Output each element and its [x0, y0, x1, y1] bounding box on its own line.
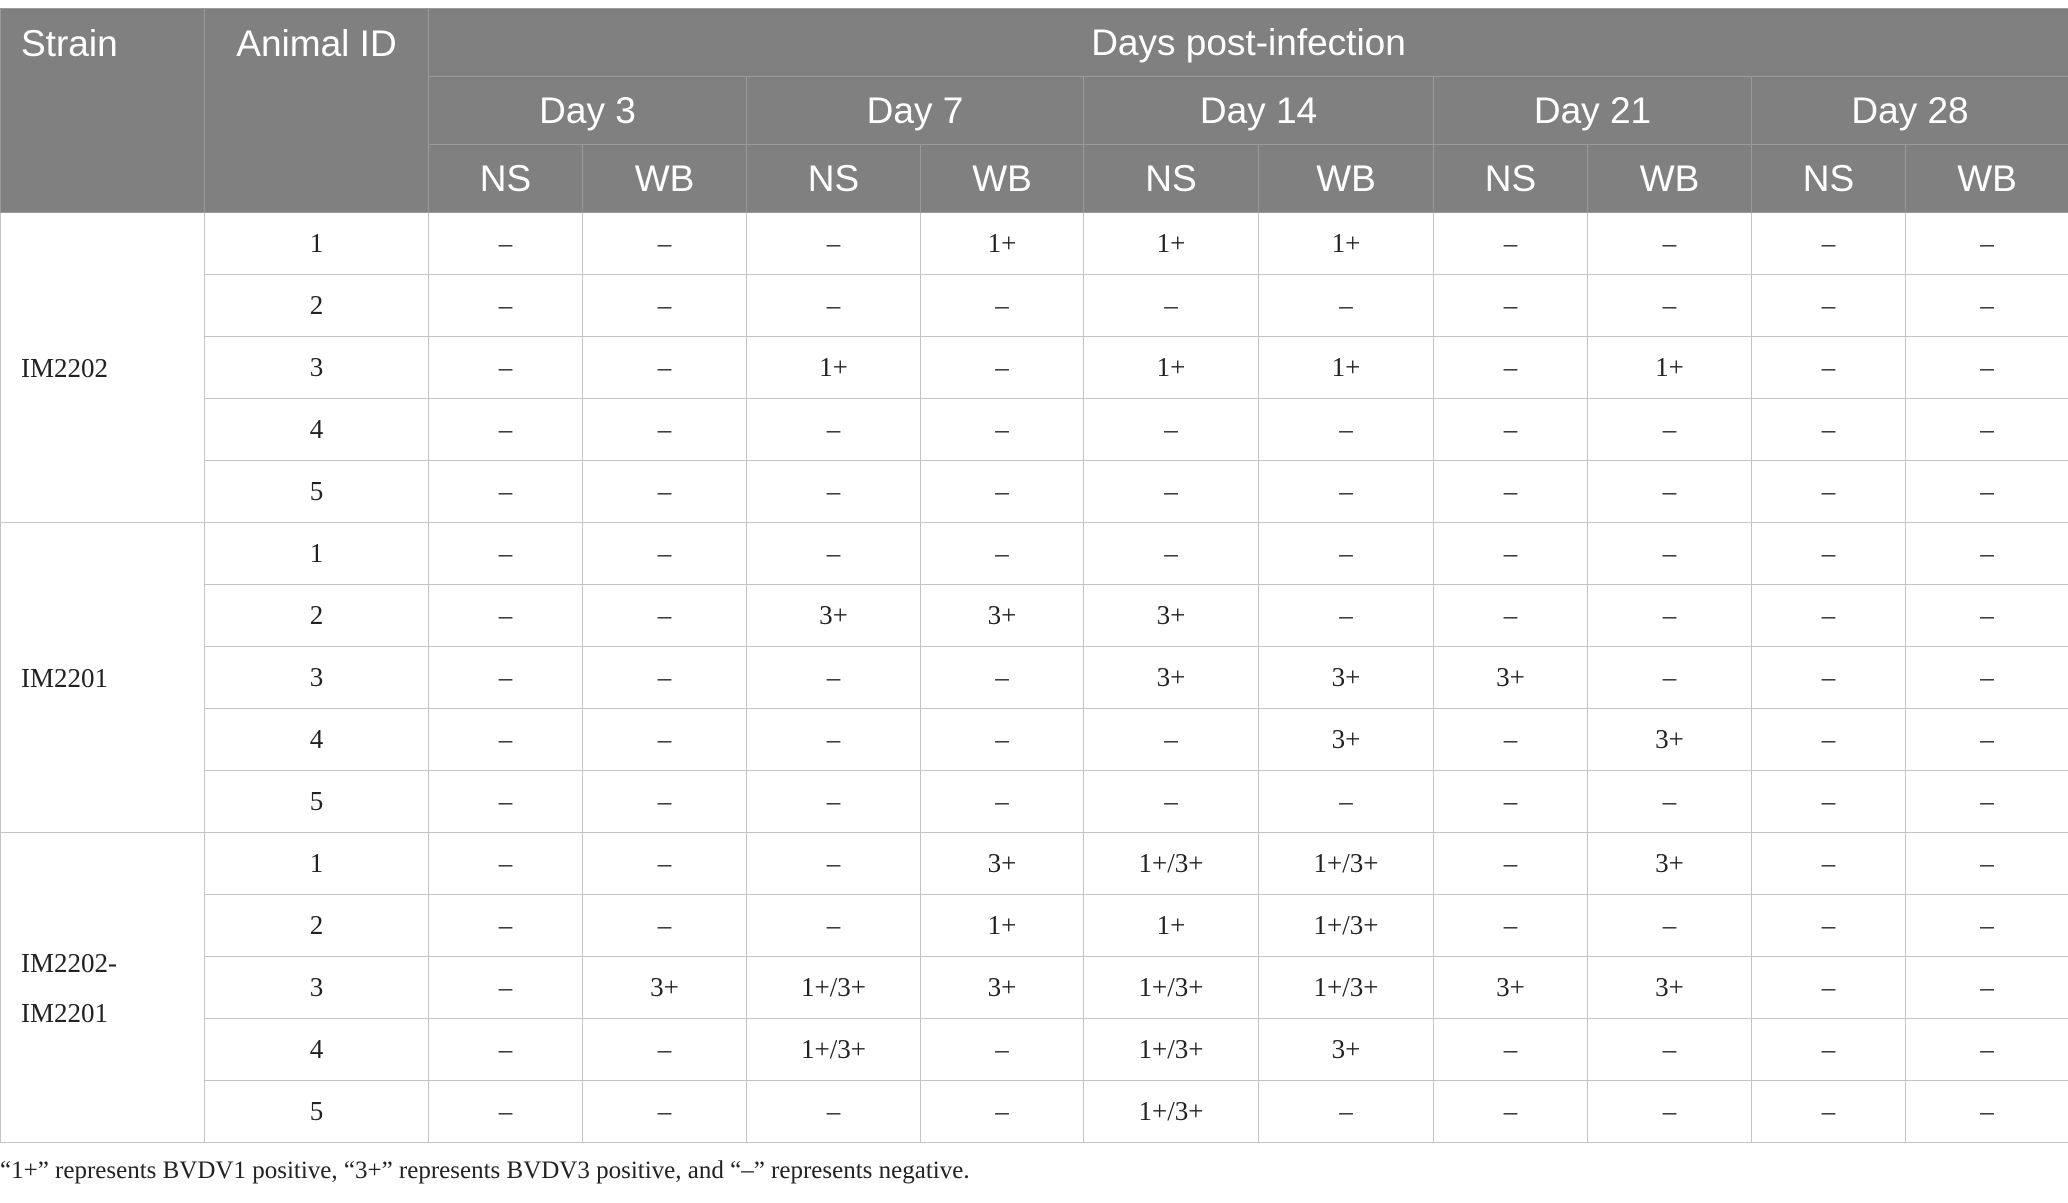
animal-id-cell: 2 — [205, 275, 429, 337]
header-day: Day 7 — [747, 77, 1084, 145]
result-cell: 3+ — [1434, 957, 1588, 1019]
result-cell: 1+ — [1084, 213, 1259, 275]
result-cell: – — [1906, 275, 2068, 337]
result-cell: 1+ — [1084, 895, 1259, 957]
animal-id-cell: 3 — [205, 647, 429, 709]
result-cell: 1+/3+ — [747, 957, 921, 1019]
result-cell: – — [1434, 895, 1588, 957]
result-cell: – — [1588, 895, 1752, 957]
result-cell: 3+ — [583, 957, 747, 1019]
result-cell: 1+ — [1259, 213, 1434, 275]
result-cell: – — [1906, 833, 2068, 895]
result-cell: – — [583, 399, 747, 461]
table-row — [1, 771, 2068, 833]
result-cell: – — [1906, 213, 2068, 275]
result-cell: – — [1752, 1019, 1906, 1081]
result-cell: 1+/3+ — [1259, 895, 1434, 957]
header-subcol-ns: NS — [1752, 145, 1906, 213]
result-cell: – — [1588, 399, 1752, 461]
result-cell: – — [747, 895, 921, 957]
result-cell: – — [1752, 399, 1906, 461]
table-row — [1, 647, 2068, 709]
result-cell: – — [1434, 275, 1588, 337]
result-cell: – — [429, 461, 583, 523]
result-cell: – — [747, 461, 921, 523]
strain-label: IM2201 — [21, 662, 108, 693]
result-cell: – — [583, 709, 747, 771]
result-cell: – — [1434, 523, 1588, 585]
result-cell: – — [1588, 647, 1752, 709]
result-cell: – — [1588, 275, 1752, 337]
result-cell: – — [1906, 647, 2068, 709]
result-cell: – — [1752, 771, 1906, 833]
result-cell: – — [583, 461, 747, 523]
table-row — [1, 337, 2068, 399]
animal-id-cell: 5 — [205, 1081, 429, 1143]
result-cell: – — [1434, 1081, 1588, 1143]
result-cell: – — [747, 709, 921, 771]
result-cell: – — [429, 275, 583, 337]
strain-cell — [1, 213, 205, 523]
table-row — [1, 461, 2068, 523]
header-animal-id: Animal ID — [205, 9, 429, 213]
result-cell: – — [429, 895, 583, 957]
table-row — [1, 213, 2068, 275]
result-cell: 1+/3+ — [1259, 957, 1434, 1019]
result-cell: – — [1084, 461, 1259, 523]
result-cell: – — [1434, 461, 1588, 523]
strain-cell — [1, 833, 205, 1143]
result-cell: – — [1084, 275, 1259, 337]
table-row — [1, 895, 2068, 957]
result-cell: 3+ — [1588, 709, 1752, 771]
result-cell: – — [429, 523, 583, 585]
result-cell: – — [1906, 399, 2068, 461]
result-cell: – — [1588, 585, 1752, 647]
animal-id-cell: 5 — [205, 771, 429, 833]
table-row — [1, 399, 2068, 461]
result-cell: 1+ — [921, 895, 1084, 957]
result-cell: – — [1906, 337, 2068, 399]
result-cell: 1+/3+ — [1084, 1081, 1259, 1143]
result-cell: – — [1588, 523, 1752, 585]
animal-id-cell: 3 — [205, 957, 429, 1019]
result-cell: – — [583, 585, 747, 647]
strain-label: IM2202- IM2201 — [21, 947, 117, 1028]
table-row — [1, 1081, 2068, 1143]
header-subcol-ns: NS — [1084, 145, 1259, 213]
result-cell: 3+ — [1084, 647, 1259, 709]
result-cell: 1+/3+ — [1259, 833, 1434, 895]
header-day: Day 3 — [429, 77, 747, 145]
animal-id-cell: 4 — [205, 399, 429, 461]
result-cell: – — [583, 213, 747, 275]
result-cell: – — [1084, 399, 1259, 461]
table-row — [1, 957, 2068, 1019]
result-cell: – — [1752, 1081, 1906, 1143]
result-cell: 1+ — [747, 337, 921, 399]
table-row — [1, 1019, 2068, 1081]
result-cell: – — [1259, 399, 1434, 461]
result-cell: – — [921, 771, 1084, 833]
result-cell: 3+ — [1259, 647, 1434, 709]
result-cell: – — [1752, 709, 1906, 771]
result-cell: – — [1434, 213, 1588, 275]
result-cell: – — [1259, 275, 1434, 337]
result-cell: – — [429, 833, 583, 895]
result-cell: – — [1084, 771, 1259, 833]
result-cell: – — [1752, 337, 1906, 399]
result-cell: – — [1752, 275, 1906, 337]
result-cell: – — [1259, 771, 1434, 833]
result-cell: 3+ — [1588, 957, 1752, 1019]
result-cell: – — [747, 771, 921, 833]
result-cell: – — [1752, 833, 1906, 895]
result-cell: 3+ — [921, 585, 1084, 647]
table-row — [1, 709, 2068, 771]
result-cell: – — [429, 585, 583, 647]
result-cell: 1+/3+ — [1084, 833, 1259, 895]
result-cell: – — [1906, 461, 2068, 523]
result-cell: 1+ — [1084, 337, 1259, 399]
result-cell: – — [921, 275, 1084, 337]
result-cell: – — [1434, 833, 1588, 895]
header-day: Day 21 — [1434, 77, 1752, 145]
result-cell: – — [921, 399, 1084, 461]
strain-cell — [1, 523, 205, 833]
result-cell: – — [1434, 337, 1588, 399]
result-cell: 1+ — [1588, 337, 1752, 399]
table-body — [1, 213, 2068, 1143]
result-cell: – — [921, 461, 1084, 523]
result-cell: – — [1588, 213, 1752, 275]
result-cell: – — [1588, 1081, 1752, 1143]
result-cell: – — [583, 1081, 747, 1143]
animal-id-cell: 5 — [205, 461, 429, 523]
strain-label: IM2202 — [21, 352, 108, 383]
result-cell: – — [429, 771, 583, 833]
result-cell: – — [1752, 957, 1906, 1019]
result-cell: – — [747, 275, 921, 337]
result-cell: 1+ — [1259, 337, 1434, 399]
result-cell: – — [1084, 523, 1259, 585]
result-cell: – — [1906, 895, 2068, 957]
result-cell: – — [747, 523, 921, 585]
result-cell: 3+ — [1588, 833, 1752, 895]
results-table — [0, 8, 2068, 1143]
result-cell: – — [1434, 771, 1588, 833]
result-cell: – — [429, 957, 583, 1019]
result-cell: – — [583, 523, 747, 585]
table-row — [1, 585, 2068, 647]
result-cell: – — [921, 1019, 1084, 1081]
result-cell: – — [583, 833, 747, 895]
result-cell: 3+ — [921, 833, 1084, 895]
result-cell: – — [1906, 771, 2068, 833]
header-subcol-wb: WB — [921, 145, 1084, 213]
result-cell: – — [747, 1081, 921, 1143]
result-cell: 3+ — [1434, 647, 1588, 709]
result-cell: – — [1259, 461, 1434, 523]
animal-id-cell: 4 — [205, 709, 429, 771]
result-cell: – — [747, 213, 921, 275]
result-cell: – — [1906, 957, 2068, 1019]
result-cell: – — [429, 1019, 583, 1081]
result-cell: – — [921, 647, 1084, 709]
result-cell: – — [1588, 1019, 1752, 1081]
result-cell: – — [583, 275, 747, 337]
result-cell: – — [429, 213, 583, 275]
result-cell: – — [747, 833, 921, 895]
result-cell: – — [1752, 585, 1906, 647]
result-cell: – — [921, 1081, 1084, 1143]
footnote: “1+” represents BVDV1 positive, “3+” represents BVDV3 positive, and “–” represents negative. — [0, 1157, 970, 1184]
result-cell: – — [583, 771, 747, 833]
result-cell: 3+ — [747, 585, 921, 647]
result-cell: – — [1906, 1081, 2068, 1143]
header-days-post-infection: Days post-infection — [429, 9, 2068, 77]
header-subcol-ns: NS — [747, 145, 921, 213]
result-cell: – — [747, 647, 921, 709]
animal-id-cell: 2 — [205, 585, 429, 647]
table-row — [1, 833, 2068, 895]
result-cell: – — [1588, 771, 1752, 833]
result-cell: – — [429, 399, 583, 461]
animal-id-cell: 3 — [205, 337, 429, 399]
table-header — [1, 9, 2068, 213]
animal-id-cell: 4 — [205, 1019, 429, 1081]
animal-id-cell: 1 — [205, 833, 429, 895]
result-cell: – — [921, 709, 1084, 771]
table-row — [1, 275, 2068, 337]
result-cell: – — [429, 709, 583, 771]
result-cell: 3+ — [921, 957, 1084, 1019]
result-cell: – — [1434, 399, 1588, 461]
header-subcol-wb: WB — [1588, 145, 1752, 213]
result-cell: – — [747, 399, 921, 461]
result-cell: 1+/3+ — [1084, 1019, 1259, 1081]
header-subcol-wb: WB — [1906, 145, 2068, 213]
animal-id-cell: 2 — [205, 895, 429, 957]
header-day: Day 14 — [1084, 77, 1434, 145]
result-cell: – — [429, 647, 583, 709]
result-cell: – — [429, 1081, 583, 1143]
result-cell: – — [1259, 523, 1434, 585]
result-cell: – — [1752, 895, 1906, 957]
result-cell: – — [583, 895, 747, 957]
result-cell: – — [429, 337, 583, 399]
result-cell: – — [1259, 585, 1434, 647]
result-cell: – — [1434, 709, 1588, 771]
result-cell: 1+/3+ — [1084, 957, 1259, 1019]
result-cell: – — [1906, 523, 2068, 585]
result-cell: – — [583, 647, 747, 709]
header-day: Day 28 — [1752, 77, 2068, 145]
result-cell: 3+ — [1084, 585, 1259, 647]
animal-id-cell: 1 — [205, 213, 429, 275]
result-cell: – — [1906, 709, 2068, 771]
result-cell: – — [1259, 1081, 1434, 1143]
result-cell: 1+ — [921, 213, 1084, 275]
result-cell: 3+ — [1259, 1019, 1434, 1081]
result-cell: 1+/3+ — [747, 1019, 921, 1081]
header-strain: Strain — [1, 9, 205, 213]
result-cell: 3+ — [1259, 709, 1434, 771]
result-cell: – — [1434, 1019, 1588, 1081]
header-subcol-wb: WB — [1259, 145, 1434, 213]
result-cell: – — [921, 523, 1084, 585]
result-cell: – — [1434, 585, 1588, 647]
result-cell: – — [1752, 461, 1906, 523]
result-cell: – — [1084, 709, 1259, 771]
header-subcol-ns: NS — [429, 145, 583, 213]
animal-id-cell: 1 — [205, 523, 429, 585]
result-cell: – — [1752, 523, 1906, 585]
result-cell: – — [583, 1019, 747, 1081]
result-cell: – — [1752, 647, 1906, 709]
result-cell: – — [1906, 585, 2068, 647]
header-subcol-ns: NS — [1434, 145, 1588, 213]
result-cell: – — [1906, 1019, 2068, 1081]
table-row — [1, 523, 2068, 585]
result-cell: – — [1588, 461, 1752, 523]
header-subcol-wb: WB — [583, 145, 747, 213]
result-cell: – — [1752, 213, 1906, 275]
result-cell: – — [583, 337, 747, 399]
result-cell: – — [921, 337, 1084, 399]
